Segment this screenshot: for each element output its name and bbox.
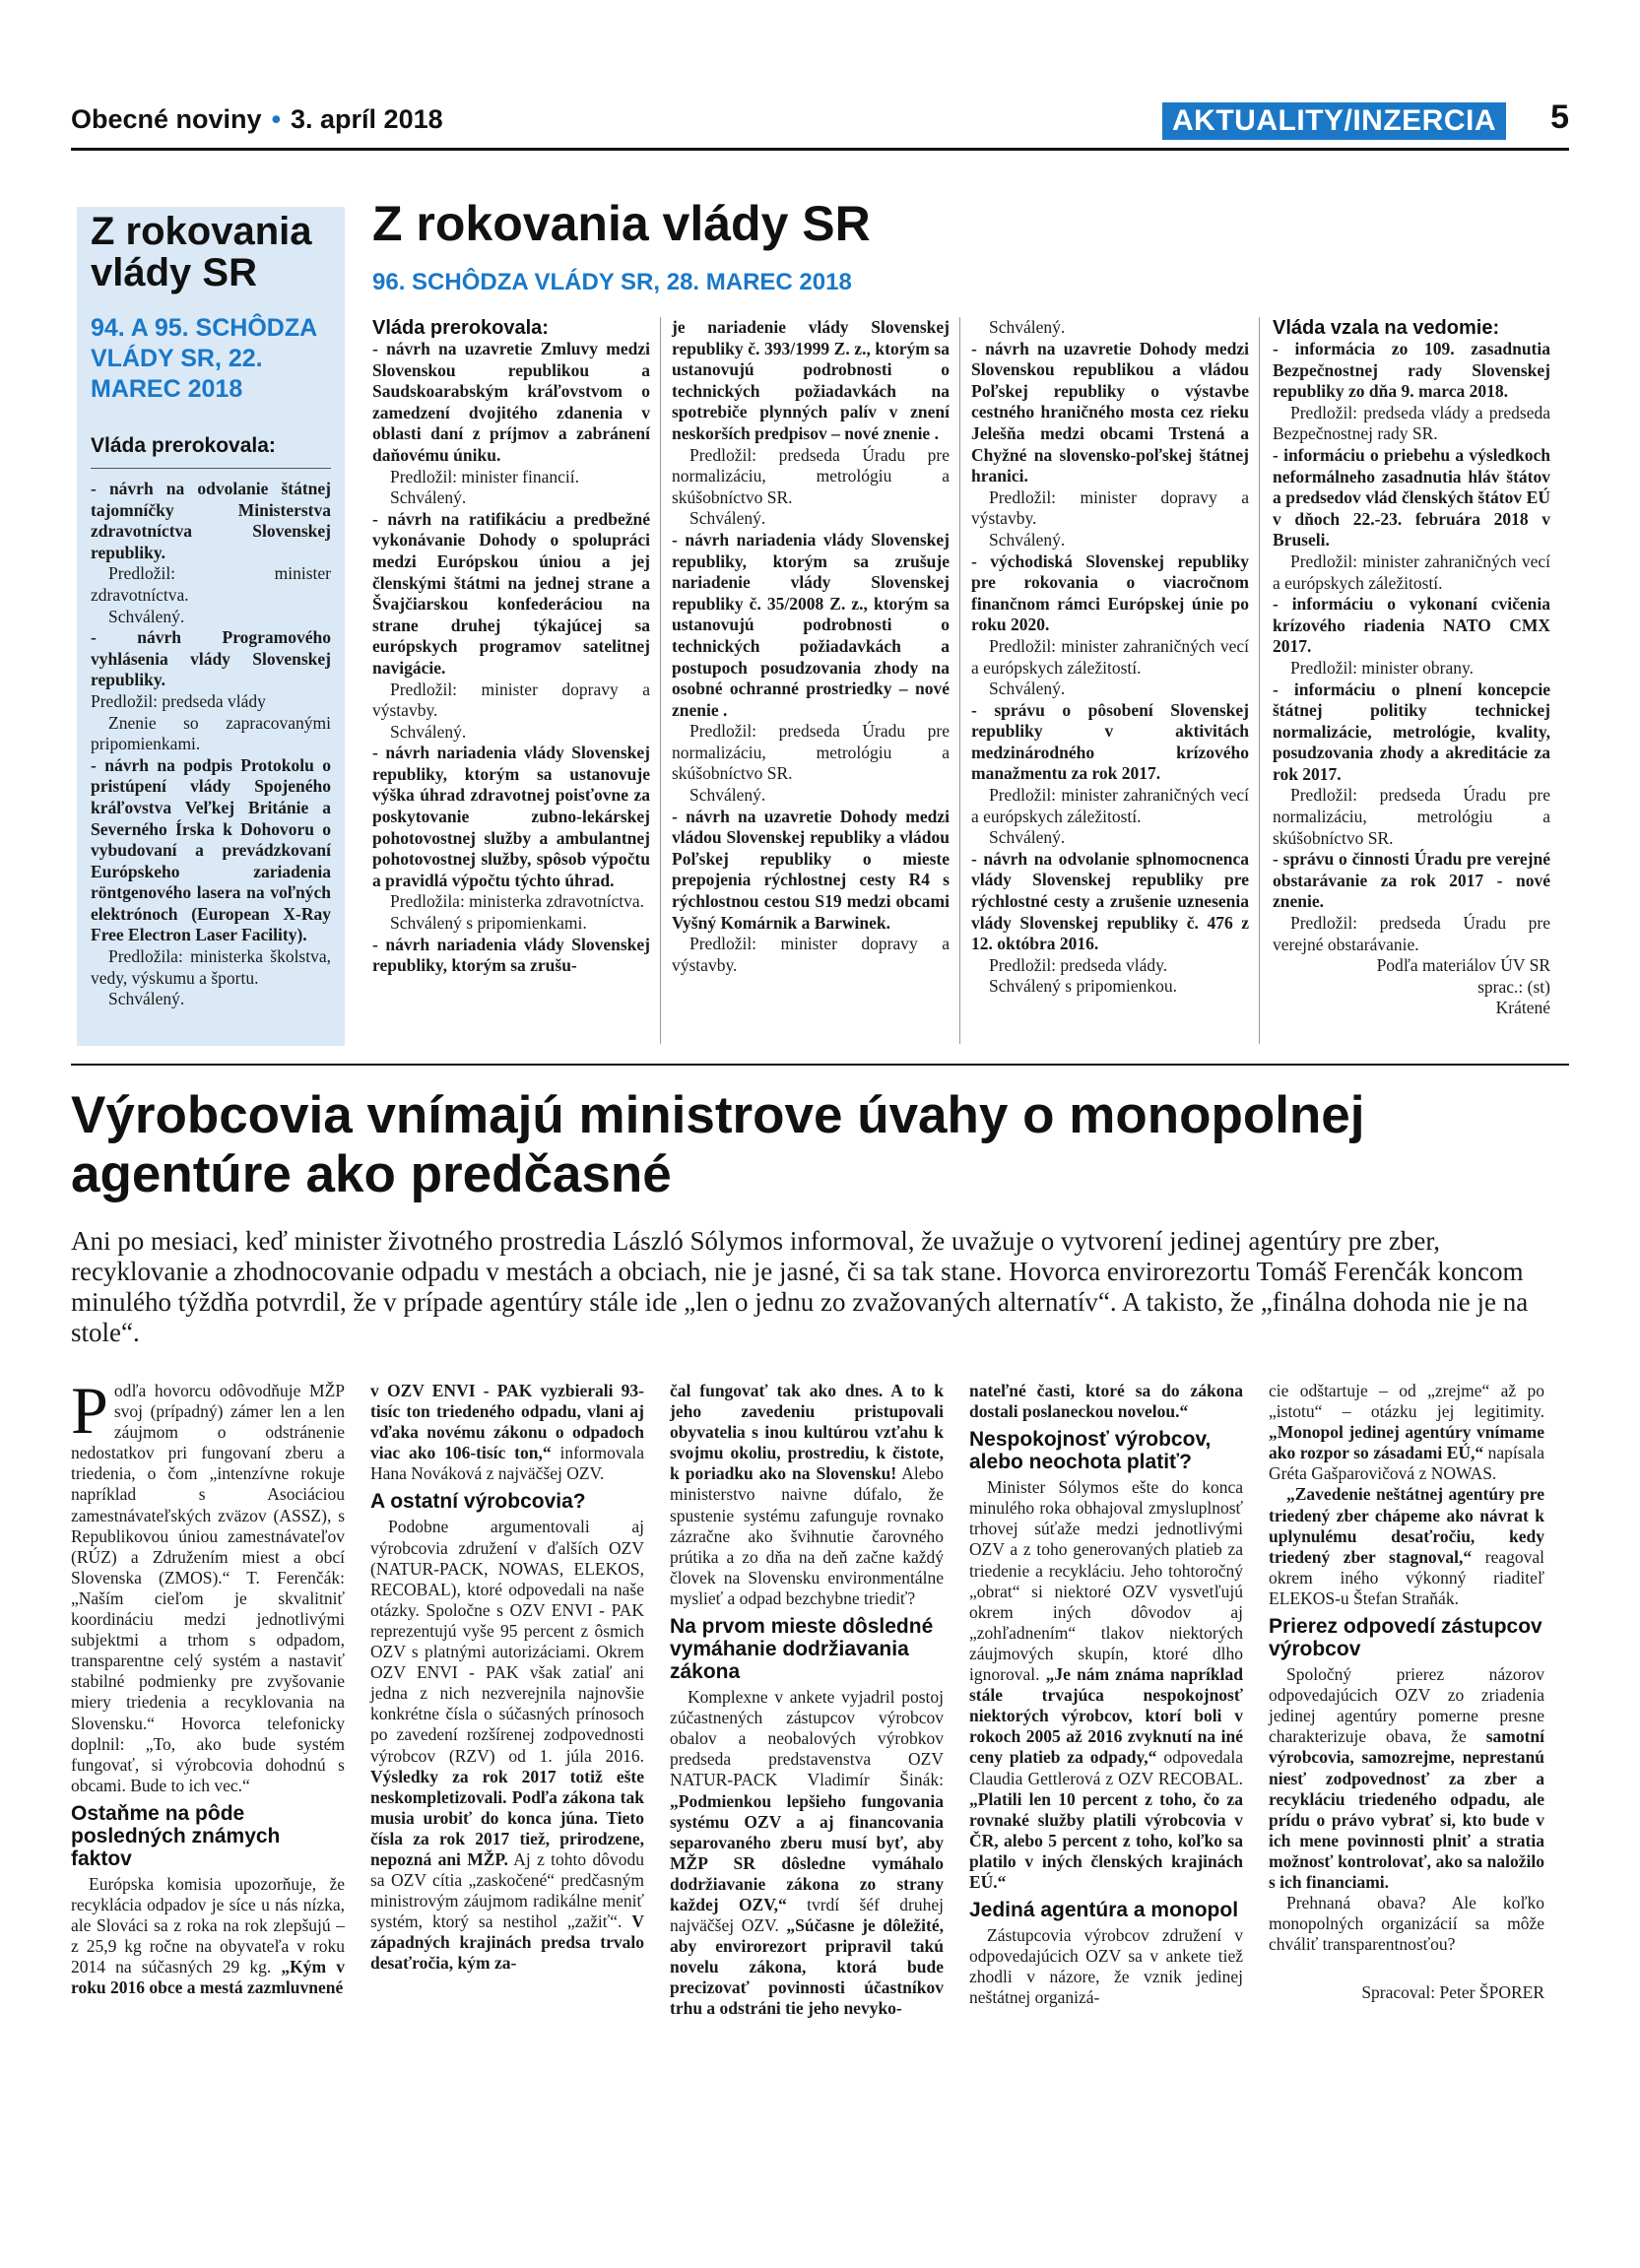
- column-divider: [660, 317, 661, 1044]
- agenda-text: Predložil: predseda Úradu pre normalizáciu, metrológiu a skúšobníctvo SR.: [672, 444, 950, 507]
- source-note: Podľa materiálov ÚV SR: [1376, 955, 1550, 976]
- agenda-item: - návrh na uzavretie Zmluvy medzi Slovenskou republikou a Saudskoarabským kráľovstvom o zamedzení dvojitého zdanenia v oblasti daní z príjmov a zabránení daňovému úniku.: [372, 339, 650, 465]
- article-quote: „Platili len 10 percent z toho, čo za rovnaké služby platili výrobcovia v ČR, alebo 5 percent z toho, koľko sa platilo v iných členských krajinách EÚ.“: [969, 1788, 1243, 1892]
- article-emphasis: V západných krajinách predsa trvalo desaťročia, kým za-: [370, 1912, 644, 1974]
- article-headline: Výrobcovia vnímajú ministrove úvahy o monopolnej agentúre ako predčasné: [71, 1086, 1365, 1203]
- article-quote: „Kým v roku 2016 obce a mestá zazmluvnené: [71, 1957, 345, 1998]
- agenda-item: - informáciu o plnení koncepcie štátnej politiky technickej normalizácie, metrológie, kvality, posudzovania zhody a akreditácie za rok 2017.: [1273, 679, 1550, 784]
- agenda-text: Schválený.: [689, 785, 766, 806]
- agenda-item: - informáciu o priebehu a výsledkoch neformálneho zasadnutia hláv štátov a predsedov vlád členských štátov EÚ v dňoch 22.-23. februára 2018 v Bruseli.: [1273, 444, 1550, 551]
- agenda-item: je nariadenie vlády Slovenskej republiky č. 393/1999 Z. z., ktorým sa ustanovujú podrobnosti o technických požiadavkách na spotrebiče plynných palív v znení neskorších predpisov – nové znenie .: [672, 317, 950, 443]
- agenda-text: Predložil: minister financií.: [390, 466, 579, 486]
- article-subheading: Jediná agentúra a monopol: [969, 1899, 1239, 1922]
- article-text: Spoločný prierez názorov odpovedajúcich OZV zo zriadenia jedinej agentúry pomerne presne charakterizuje obava, že: [1269, 1664, 1544, 1747]
- section-label: AKTUALITY/INZERCIA: [1162, 102, 1506, 140]
- agenda-text: Predložil: predseda Úradu pre normalizáciu, metrológiu a skúšobníctvo SR.: [1273, 785, 1550, 848]
- article-quote: „Monopol jedinej agentúry vnímame ako rozpor so zásadami EÚ,“: [1269, 1422, 1544, 1463]
- article-text: cie odštartuje – od „zrejme“ až po „istotu“ – otázku jej legitimity.: [1269, 1381, 1544, 1422]
- section-divider: [71, 1064, 1569, 1066]
- page-number: 5: [1550, 98, 1569, 136]
- article-text: reagoval okrem iného výkonný riaditeľ ELEKOS-u Štefan Straňák.: [1269, 1546, 1544, 1608]
- article-column-2: [370, 1381, 644, 1975]
- article-column-4: [969, 1381, 1243, 2008]
- sidebar-text: Predložila: ministerka školstva, vedy, výskumu a športu.: [91, 946, 331, 988]
- sidebar-text: Predložil: minister zdravotníctva.: [91, 563, 331, 605]
- article-quote: „Je nám známa napríklad stále trvajúca nespokojnosť niektorých výrobcov, ktorí boli v rokoch 2005 až 2016 zvyknutí na iné ceny platieb za odpady,“: [969, 1664, 1243, 1768]
- article-text: Európska komisia upozorňuje, že recyklácia odpadov je síce u nás nízka, ale Slováci sa z roka na rok zlepšujú – z 25,9 kg ročne na obyvateľa v roku 2014 na súčasných 29 kg.: [71, 1873, 345, 1977]
- masthead: [71, 98, 1569, 151]
- agenda-item: - východiská Slovenskej republiky pre rokovania o viacročnom finančnom rámci Európskej únie po roku 2020.: [971, 551, 1249, 635]
- top-article-subtitle: 96. SCHÔDZA VLÁDY SR, 28. MAREC 2018: [372, 269, 852, 295]
- top-column-4: [1273, 317, 1550, 1019]
- source-note: Krátené: [1495, 998, 1550, 1018]
- agenda-text: Predložil: predseda vlády.: [989, 954, 1168, 975]
- article-text: Minister Sólymos ešte do konca minulého roka obhajoval zmysluplnosť trhovej súťaže medzi jednotlivými OZV a z toho generovaných platieb za triedenie a recykláciu. Jeho tohtoročný „obrat“ si niektoré OZV vysvetľujú okrem iných dôvodov aj „zohľadnením“ tlakov niektorých záujmových skupín, ktoré dlho ignoroval.: [969, 1477, 1243, 1685]
- top-column-2: [672, 317, 950, 976]
- article-column-5: [1269, 1381, 1544, 2003]
- article-emphasis: čal fungovať tak ako dnes. A to k jeho zavedeniu pristupovali obyvatelia s inou kultúrou vzťahu k svojmu okoliu, prostrediu, k čistote, k poriadku ako na Slovensku!: [670, 1381, 944, 1484]
- agenda-text: Predložila: ministerka zdravotníctva.: [390, 891, 645, 912]
- agenda-text: Predložil: minister obrany.: [1290, 657, 1474, 678]
- article-paragraph: Prehnaná obava? Ale koľko monopolných organizácií sa môže chváliť transparentnosťou?: [1269, 1893, 1544, 1955]
- sidebar-subtitle: 94. A 95. SCHÔDZA VLÁDY SR, 22. MAREC 2018: [91, 314, 317, 403]
- sidebar-item: - návrh na podpis Protokolu o pristúpení vlády Spojeného kráľovstva Veľkej Británie a Severného Írska k Dohovoru o vybudovaní a prevádzkovaní Európskeho zariadenia röntgenového lasera na voľných elektrónoch (European X-Ray Free Electron Laser Facility).: [91, 754, 331, 945]
- article-subheading: Na prvom mieste dôsledné vymáhanie dodržiavania zákona: [670, 1615, 934, 1684]
- paper-name: Obecné noviny: [71, 104, 262, 134]
- agenda-item: - informácia zo 109. zasadnutia Bezpečnostnej rady Slovenskej republiky zo dňa 9. marca 2018.: [1273, 339, 1550, 402]
- agenda-item: - návrh nariadenia vlády Slovenskej republiky, ktorým sa ustanovuje výška úhrad zdravotnej poisťovne za poskytovanie zubno-lekárskej pohotovostnej služby a ambulantnej pohotovostnej služby, spôsob výpočtu a pravidlá výpočtu týchto úhrad.: [372, 743, 650, 890]
- article-quote: nateľné časti, ktoré sa do zákona dostali poslaneckou novelou.“: [969, 1381, 1243, 1422]
- sidebar-text: Schválený.: [108, 989, 185, 1009]
- article-column-1: [71, 1373, 345, 1998]
- agenda-item: - návrh nariadenia vlády Slovenskej republiky, ktorým sa zrušu-: [372, 934, 650, 976]
- column-heading: Vláda prerokovala:: [372, 317, 549, 339]
- article-quote: v OZV ENVI - PAK vyzbierali 93-tisíc ton triedeného odpadu, vlani aj vďaka novému zákonu o odpadoch viac ako 106-tisíc ton,“: [370, 1381, 644, 1463]
- separator-dot: •: [271, 104, 282, 134]
- agenda-item: - správu o pôsobení Slovenskej republiky v aktivitách medzinárodného krízového manažmentu za rok 2017.: [971, 699, 1249, 784]
- agenda-item: - návrh na uzavretie Dohody medzi Slovenskou republikou a vládou Poľskej republiky o výstavbe cestného hraničného mosta cez rieku Jelešňa medzi obcami Trstená a Chyžné na slovensko-poľskej štátnej hranici.: [971, 338, 1249, 486]
- article-subheading: Ostaňme na pôde posledných známych faktov: [71, 1801, 281, 1870]
- article-column-3: [670, 1381, 944, 2020]
- article-text: informovala Hana Nováková z najväčšej OZV.: [370, 1443, 644, 1484]
- agenda-text: Schválený s pripomienkou.: [989, 976, 1178, 997]
- sidebar-item: - návrh na odvolanie štátnej tajomníčky Ministerstva zdravotníctva Slovenskej republiky.: [91, 479, 331, 562]
- article-quote: „Súčasne je dôležité, aby envirorezort pripravil takú novelu zákona, ktorá bude precizovať povinnosti účastníkov trhu a odstráni tie jeho nevyko-: [670, 1915, 944, 2019]
- sidebar-text: Znenie so zapracovanými pripomienkami.: [91, 712, 331, 754]
- article-text: Komplexne v ankete vyjadril postoj zúčastnených zástupcov výrobcov obalov a neobalových výrobkov predseda predstavenstva OZV NATUR-PACK Vladimír Šinák:: [670, 1687, 944, 1790]
- agenda-text: Schválený s pripomienkami.: [390, 913, 587, 934]
- article-text: Aj z tohto dôvodu sa OZV cítia „zaskočené“ predčasným ministrovým záujmom radikálne meniť systém, ktorý sa nestihol „zažiť“.: [370, 1848, 644, 1932]
- agenda-text: Schválený.: [689, 508, 766, 529]
- agenda-item: - návrh na uzavretie Dohody medzi vládou Slovenskej republiky a vládou Poľskej republiky o mieste prepojenia rýchlostnej cesty R4 s rýchlostnou cestou S19 medzi obcami Vyšný Komárnik a Barwinek.: [672, 806, 950, 933]
- agenda-text: Predložil: minister zahraničných vecí a európskych záležitostí.: [1273, 551, 1550, 593]
- sidebar-heading: Vláda prerokovala:: [91, 434, 331, 469]
- agenda-text: Predložil: predseda vlády a predseda Bezpečnostnej rady SR.: [1273, 402, 1550, 444]
- column-divider: [1259, 317, 1260, 1044]
- agenda-text: Schválený.: [989, 317, 1066, 337]
- top-column-3: [971, 317, 1249, 998]
- source-note: sprac.: (st): [1477, 976, 1550, 997]
- column-heading: Vláda vzala na vedomie:: [1273, 317, 1500, 339]
- article-emphasis: samotní výrobcovia, samozrejme, neprestanú niesť zodpovednosť za zber a recykláciu triedeného odpadu, ale prídu o právo vybrať si, kto bude v ich mene povinnosti plniť a stratia možnosť kontrolovať, ako sa naložilo s ich financiami.: [1269, 1726, 1544, 1892]
- article-quote: „Podmienkou lepšieho fungovania systému OZV a aj financovania separovaného zberu musí byť, aby MŽP SR dôsledne vymáhalo dodržiavanie zákona zo strany každej OZV,“: [670, 1790, 944, 1914]
- agenda-text: Predložil: minister dopravy a výstavby.: [672, 934, 950, 975]
- agenda-text: Predložil: minister zahraničných vecí a európskych záležitostí.: [971, 635, 1249, 678]
- agenda-text: Schválený.: [989, 827, 1066, 848]
- article-subheading: Nespokojnosť výrobcov, alebo neochota platiť?: [969, 1428, 1212, 1474]
- article-subheading: Prierez odpovedí zástupcov výrobcov: [1269, 1615, 1542, 1661]
- sidebar-text: Predložil: predseda vlády: [91, 690, 266, 711]
- article-subheading: A ostatní výrobcovia?: [370, 1490, 586, 1514]
- drop-cap: P: [71, 1373, 108, 1448]
- sidebar-item: - návrh Programového vyhlásenia vlády Slovenskej republiky.: [91, 627, 331, 690]
- sidebar-box: [77, 207, 345, 1046]
- agenda-text: Predložil: predseda Úradu pre normalizáciu, metrológiu a skúšobníctvo SR.: [672, 721, 950, 784]
- agenda-text: Predložil: minister dopravy a výstavby.: [372, 679, 650, 721]
- agenda-text: Predložil: predseda Úradu pre verejné obstarávanie.: [1273, 913, 1550, 954]
- sidebar-body: [91, 479, 331, 1010]
- article-paragraph: Zástupcovia výrobcov združení v odpovedajúcich OZV sa v ankete tiež zhodli v názore, že vznik jedinej neštátnej organizá-: [969, 1925, 1243, 2008]
- article-quote: „Zavedenie neštátnej agentúry pre triedený zber chápeme ako návrat k uplynulému desaťročiu, kedy triedený zber stagnoval,“: [1269, 1484, 1544, 1567]
- article-text: Alebo ministerstvo naivne dúfalo, že spustenie systému zafunguje rovnako zázračne ako švihnutie čarovného prútika a zo dňa na deň začne každý človek na Slovensku environmentálne myslieť a odpad bezchybne triediť?: [670, 1463, 944, 1608]
- sidebar-title: Z rokovania vlády SR: [91, 210, 312, 294]
- sidebar-text: Schválený.: [108, 606, 185, 626]
- article-text: Podobne argumentovali aj výrobcovia združení v ďalších OZV (NATUR-PACK, NOWAS, ELEKOS, RECOBAL), ktoré odpovedali na naše otázky. Spoločne s OZV ENVI - PAK reprezentujú vyše 95 percent z ôsmich OZV s platnými autorizáciami. Okrem OZV ENVI - PAK však zatiaľ ani jedna z nich nezverejnila najnovšie konkrétne čísla o súčasných prínosoch po zavedení rozšírenej zodpovednosti výrobcov (RZV) od 1. júla 2016.: [370, 1517, 644, 1766]
- article-paragraph: odľa hovorcu odôvodňuje MŽP svoj (prípadný) zámer len a len záujmom o odstránenie nedostatkov pri fungovaní zberu a triedenia, o čom „intenzívne rokuje napríklad s Asociáciou zamestnávateľských zväzov (ASSZ), s Republikovou úniou zamestnávateľov (RÚZ) a Združením miest a obcí Slovenska (ZMOS).“ T. Ferenčák: „Naším cieľom je skvalitniť koordináciu medzi jednotlivými subjektmi a trhom s odpadom, transparentne celý systém a nastaviť stabilné podmienky pre zvyšovanie miery triedenia a recyklovania na Slovensku.“ Hovorca telefonicky doplnil: „To, ako bude systém fungovať, si výrobcovia dohodnú s obcami. Bude to ich vec.“: [71, 1381, 345, 1795]
- agenda-text: Schválený.: [390, 487, 467, 508]
- article-lead: Ani po mesiaci, keď minister životného prostredia László Sólymos informoval, že uvažuje o vytvorení jedinej agentúry pre zber, recyklovanie a zhodnocovanie odpadu v mestách a obciach, nie je jasné, či sa tak stane. Hovorca envirorezortu Tomáš Ferenčák koncom minulého týždňa potvrdil, že v prípade agentúry stále ide „len o jednu zo zvažovaných alternatív“. A takisto, že „finálna dohoda nie je na stole“.: [71, 1226, 1529, 1347]
- article-text: odpovedala Claudia Gettlerová z OZV RECOBAL.: [969, 1747, 1243, 1788]
- masthead-left: [71, 104, 443, 135]
- article-byline: Spracoval: Peter ŠPORER: [1361, 1982, 1544, 2003]
- agenda-text: Schválený.: [989, 679, 1066, 699]
- agenda-text: Schválený.: [390, 721, 467, 742]
- article-text: tvrdí šéf druhej najväčšej OZV.: [670, 1894, 944, 1936]
- agenda-item: - návrh nariadenia vlády Slovenskej republiky, ktorým sa zrušuje nariadenie vlády Slovenskej republiky č. 35/2008 Z. z., ktorým sa ustanovujú podrobnosti o technických požiadavkách a postupoch posudzovania zhody na osobné ochranné prostriedky – nové znenie .: [672, 529, 950, 720]
- agenda-text: Predložil: minister zahraničných vecí a európskych záležitostí.: [971, 785, 1249, 826]
- agenda-text: Schválený.: [989, 529, 1066, 550]
- agenda-item: - správu o činnosti Úradu pre verejné obstarávanie za rok 2017 - nové znenie.: [1273, 849, 1550, 912]
- issue-date: 3. apríl 2018: [291, 104, 443, 134]
- article-emphasis: Výsledky za rok 2017 totiž ešte neskompletizovali. Podľa zákona tak musia urobiť do konca júna. Tieto čísla za rok 2017 tiež, prirodzene, nepozná ani MŽP.: [370, 1766, 644, 1869]
- column-divider: [959, 317, 960, 1044]
- agenda-item: - návrh na ratifikáciu a predbežné vykonávanie Dohody o spolupráci medzi Európskou úniou a jej členskými štátmi na jednej strane a Švajčiarskou konfederáciou na strane druhej týkajúcej sa európskych programov satelitnej navigácie.: [372, 508, 650, 678]
- agenda-text: Predložil: minister dopravy a výstavby.: [971, 486, 1249, 529]
- top-column-1: [372, 317, 650, 977]
- agenda-item: - návrh na odvolanie splnomocnenca vlády Slovenskej republiky pre rýchlostné cesty a zrušenie uznesenia vlády Slovenskej republiky č. 476 z 12. októbra 2016.: [971, 848, 1249, 954]
- agenda-item: - informáciu o vykonaní cvičenia krízového riadenia NATO CMX 2017.: [1273, 594, 1550, 657]
- article-text: napísala Gréta Gašparovičová z NOWAS.: [1269, 1443, 1544, 1484]
- top-article-title: Z rokovania vlády SR: [372, 196, 871, 251]
